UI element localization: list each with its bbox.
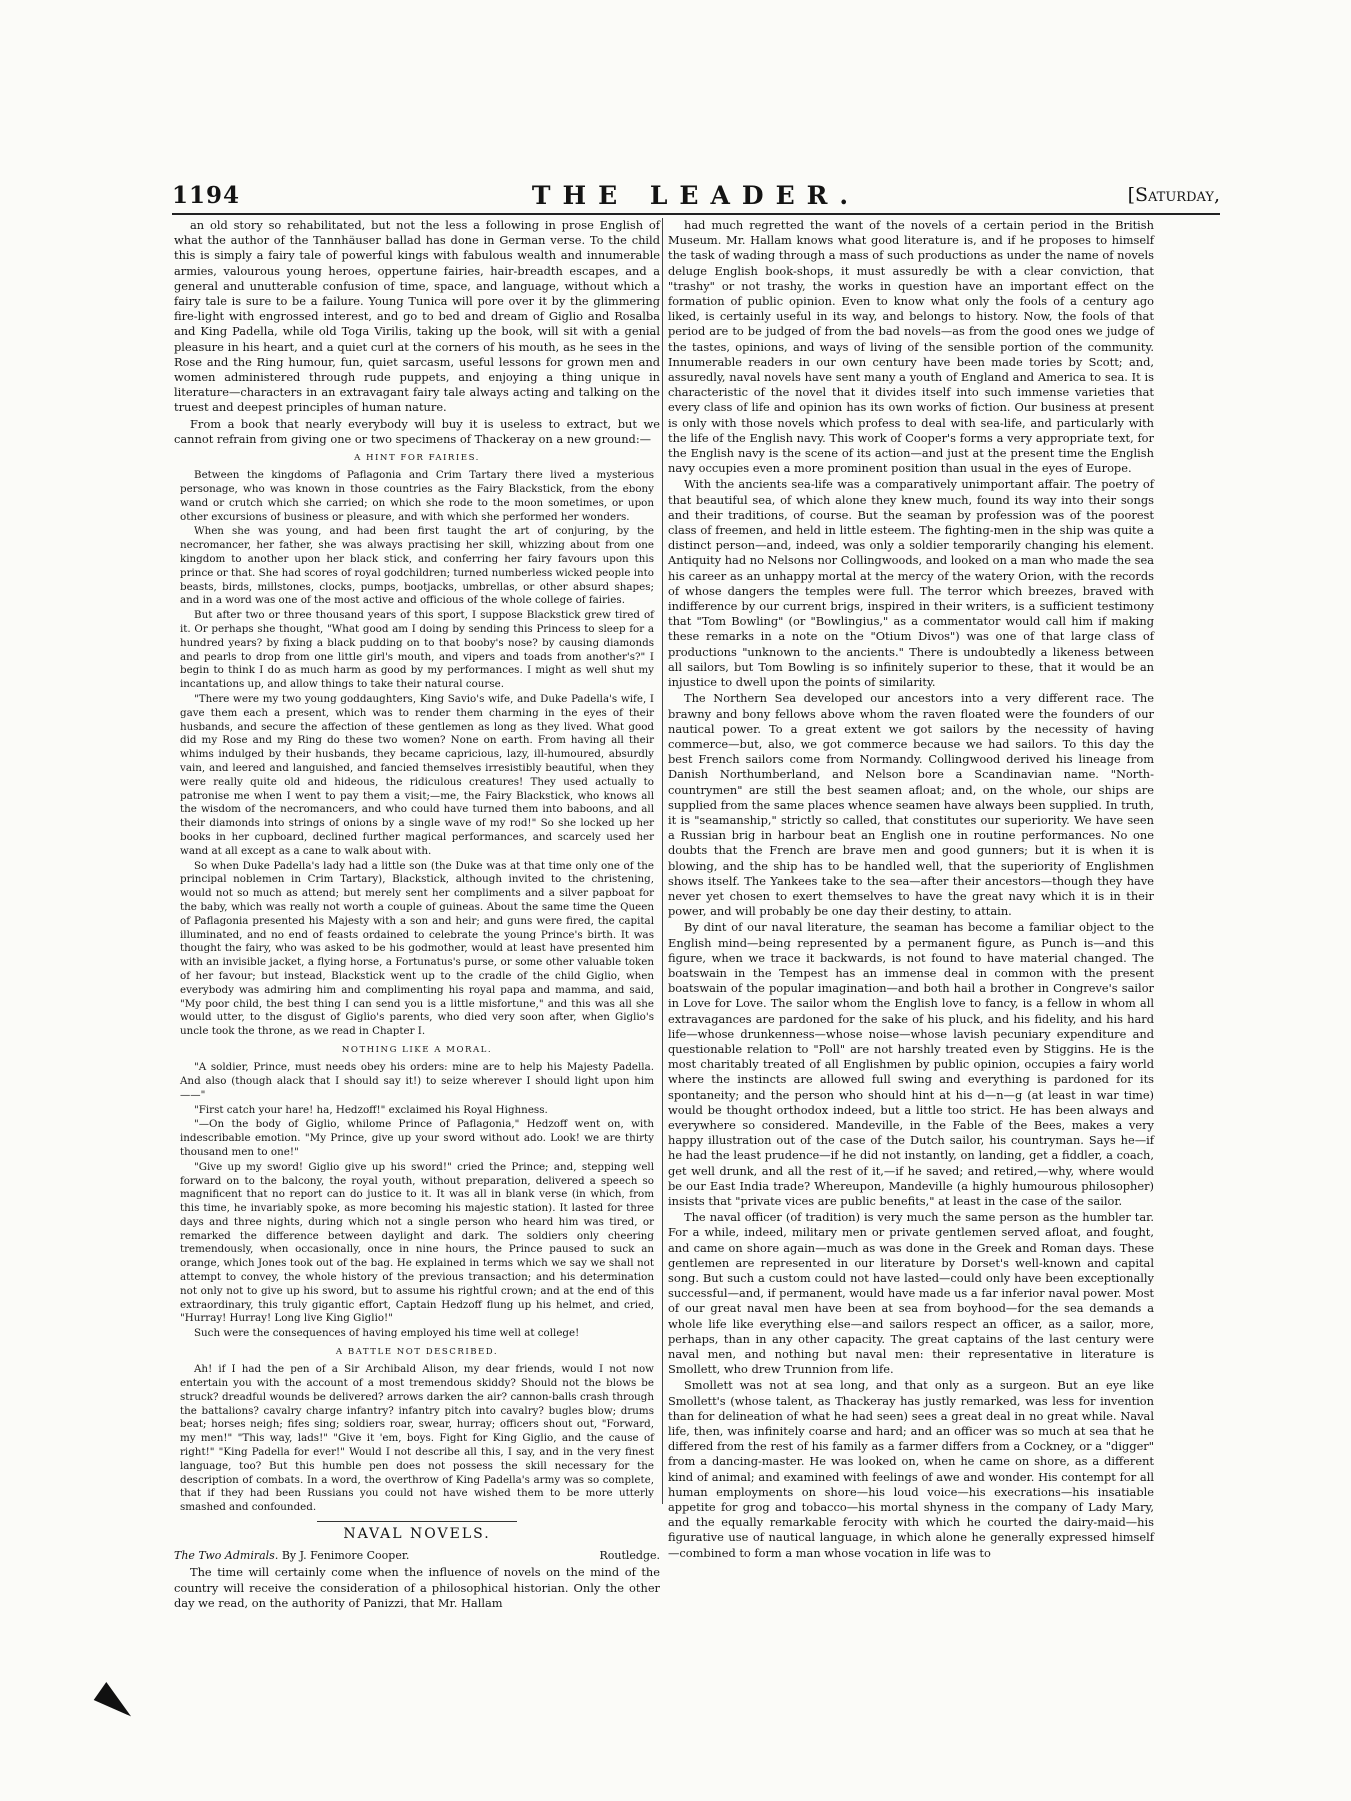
article-paragraph: By dint of our naval literature, the seaman has become a familiar object to the English mind—being represented by a permanent figure, as Punch is—and this figure, when we trace it backwards, is not found to have material changed. The boatswain in the Tempest has an immense deal in common with the present boatswain of the popular imagination—and both hail a brother in Congreve's sailor in Love for Love. The sailor whom the English love to fancy, is a fellow in whom all extravagances are pardoned for the sake of his pluck, and his fidelity, and his hard life—whose drunkenness—whose noise—whose lavish pecuniary expenditure and questionable relation to "Poll" are not harshly treated even by Stiggins. He is the most charitably treated of all Englishmen by public opinion, occupies a fairy world where the instincts are allowed full swing and everything is pardoned for its spontaneity; and the person who should hint at his d—n—g (at least in war time) would be thought orthodox indeed, but a little too strict. He has been always and everywhere so considered. Mandeville, in the Fable of the Bees, makes a very happy illustration out of the case of the Dutch sailor, his countryman. Says he—if he had the least prudence—if he did not instantly, on landing, get a fiddler, a coach, get well drunk, and all the rest of it,—if he saved; and retired,—why, where would be our East India trade? Whereupon, Mandeville (a highly humourous philosopher) insists that "private vices are public benefits," at least in the case of the sailor. [668,920,1154,1208]
extract-heading: A HINT FOR FAIRIES. [354,453,480,464]
article-paragraph: Smollett was not at sea long, and that only as a surgeon. But an eye like Smollett's (whose talent, as Thackeray has justly remarked, was less for invention than for delineation of what he had seen) sees a great deal in no great while. Naval life, then, was infinitely coarse and hard; and an officer was so much at sea that he differed from the rest of his family as a farmer differs from a Cockney, or a "digger" from a dancing-master. He was looked on, when he came on shore, as a different kind of animal; and examined with feelings of awe and wonder. His contempt for all human employments on shore—his loud voice—his execrations—his insatiable appetite for grog and tobacco—his mortal shyness in the company of Lady Mary, and the equally remarkable ferocity with which he courted the dairy-maid—his figurative use of nautical language, in which alone he generally expressed himself—combined to form a man whose vocation in life was to [668,1378,1154,1560]
book-author: By J. Fenimore Cooper. [281,1549,410,1563]
section-title: NAVAL NOVELS. [343,1526,491,1543]
extract-heading: A BATTLE NOT DESCRIBED. [335,1347,499,1358]
extract-paragraph: So when Duke Padella's lady had a little son (the Duke was at that time only one of the principal noblemen in Crim Tartary), Blackstick, although invited to the christening, would not so much as attend; but merely sent her compliments and a silver papboat for the baby, which was really not worth a couple of guineas. About the same time the Queen of Paflagonia presented his Majesty with a son and heir; and guns were fired, the capital illuminated, and no end of feasts ordained to celebrate the young Prince's birth. It was thought the fairy, who was asked to be his godmother, would at least have presented him with an invisible jacket, a flying horse, a Fortunatus's purse, or some other valuable token of her favour; but instead, Blackstick went up to the cradle of the child Giglio, when everybody was admiring him and complimenting his royal papa and mamma, and said, "My poor child, the best thing I can send you is a little misfortune," and this was all she would utter, to the disgust of Giglio's parents, who died very soon after, when Giglio's uncle took the throne, as we read in Chapter I. [180,859,654,1038]
review-paragraph: From a book that nearly everybody will buy it is useless to extract, but we cannot refrain from giving one or two specimens of Thackeray on a new ground:— [174,416,660,446]
extract-paragraph: "First catch your hare! ha, Hedzoff!" exclaimed his Royal Highness. [194,1103,548,1116]
extract-paragraph: Between the kingdoms of Paflagonia and Crim Tartary there lived a mysterious personage, who was known in those countries as the Fairy Blackstick, from the ebony wand or crutch which she carried; on which she rode to the moon sometimes, or upon other excursions of business or pleasure, and with which she performed her wonders. [180,469,654,523]
extract-paragraph: But after two or three thousand years of this sport, I suppose Blackstick grew tired of it. Or perhaps she thought, "What good am I doing by sending this Princess to sleep for a hundred years? by fixing a black pudding on to that booby's nose? by causing diamonds and pearls to drop from one little girl's mouth, and vipers and toads from another's?" I begin to think I do as much harm as good by my performances. I might as well shut my incantations up, and allow things to take their natural course. [180,609,654,691]
corner-arrow-mark [94,1682,139,1723]
column-divider [662,218,663,1504]
left-column [174,218,660,1610]
page-number: 1194 [172,182,241,209]
issue-day: [Saturday, [1127,184,1220,206]
book-publisher: Routledge. [599,1549,660,1563]
header-rule [172,213,1220,215]
article-paragraph: had much regretted the want of the novels of a certain period in the British Museum. Mr. Hallam knows what good literature is, and if he proposes to himself the task of wading through a mass of such productions as under the name of novels deluge English book-shops, it must assuredly be with a clear conviction, that "trashy" or not trashy, the works in question have an important effect on the formation of public opinion. Even to know what only the fools of a century ago liked, is certainly useful in its way, and belongs to history. Now, the fools of that period are to be judged of from the bad novels—as from the good ones we judge of the tastes, opinions, and ways of living of the sensible portion of the community. Innumerable readers in our own century have been made tories by Scott; and, assuredly, naval novels have sent many a youth of England and America to sea. It is characteristic of the novel that it divides itself into such immense varieties that every class of life and opinion has its own works of fiction. Our business at present is only with those novels which profess to deal with sea-life, and particularly with the life of the English navy. This work of Cooper's forms a very appropriate text, for the English navy is the scene of its action—and just at the present time the English navy occupies even a more prominent position than usual in the eyes of Europe. [668,218,1154,476]
extract-heading: NOTHING LIKE A MORAL. [341,1044,493,1055]
extract-paragraph: "Give up my sword! Giglio give up his sword!" cried the Prince; and, stepping well forward on to the balcony, the royal youth, without preparation, delivered a speech so magnificent that no report can do justice to it. It was all in blank verse (in which, from this time, he invariably spoke, as more becoming his majestic station). It lasted for three days and three nights, during which not a single person who heard him was tired, or remarked the difference between daylight and dark. The soldiers only cheering tremendously, when occasionally, once in nine hours, the Prince paused to suck an orange, which Jones took out of the bag. He explained in terms which we say we shall not attempt to convey, the whole history of the previous transaction; and his determination not only not to give up his sword, but to assume his rightful crown; and at the end of this extraordinary, this truly gigantic effort, Captain Hedzoff flung up his helmet, and cried, "Hurray! Hurray! Long live King Giglio!" [180,1160,654,1325]
article-paragraph: The naval officer (of tradition) is very much the same person as the humbler tar. For a while, indeed, military men or private gentlemen served afloat, and fought, and came on shore again—much as was done in the Greek and Roman days. These gentlemen are represented in our literature by Dorset's well-known and capital song. But such a custom could not have lasted—could only have been exceptionally successful—and, if permanent, would have made us a far inferior naval power. Most of our great naval men have been at sea from boyhood—for the sea demands a whole life like everything else—and sailors respect an officer, as a sailor, more, perhaps, than in any other capacity. The great captains of the last century were naval men, and nothing but naval men: their representative in literature is Smollett, who drew Trunnion from life. [668,1210,1154,1377]
article-paragraph: With the ancients sea-life was a comparatively unimportant affair. The poetry of that beautiful sea, of which alone they knew much, found its way into their songs and their traditions, of course. But the seaman by profession was of the poorest class of freemen, and held in little esteem. The fighting-men in the ship was quite a distinct person—and, indeed, was only a soldier temporarily changing his element. Antiquity had no Nelsons nor Collingwoods, and looked on a man who made the sea his career as an unhappy mortal at the mercy of the watery Orion, with the records of whose dangers the temples were full. The terror which breezes, braved with indifference by our current brigs, inspired in their writers, is a sufficient testimony that "Tom Bowling" (or "Bowlingius," as a commentator would call him if making these remarks in a note on the "Otium Divos") was one of that large class of productions "unknown to the ancients." There is undoubtedly a likeness between all sailors, but Tom Bowling is so infinitely superior to these, that it would be an injustice to dwell upon the points of similarity. [668,477,1154,690]
section-divider [317,1521,517,1522]
right-column [668,218,1155,1560]
extract-paragraph: When she was young, and had been first taught the art of conjuring, by the necromancer, her father, she was always practising her skill, whizzing about from one kingdom to another upon her black stick, and conferring her fairy favours upon this prince or that. She had scores of royal godchildren; turned numberless wicked people into beasts, birds, millstones, clocks, pumps, bootjacks, umbrellas, or other absurd shapes; and in a word was one of the most active and officious of the whole college of fairies. [180,525,654,607]
page-header [172,182,1220,216]
review-intro-paragraph: an old story so rehabilitated, but not the less a following in prose English of what the author of the Tannhäuser ballad has done in German verse. To the child this is simply a fairy tale of powerful kings with fabulous wealth and innumerable armies, valourous young heroes, oppertune fairies, hair-breadth escapes, and a general and unutterable confusion of time, space, and language, without which a fairy tale is sure to be a failure. Young Tunica will pore over it by the glimmering fire-light with engrossed interest, and go to bed and dream of Giglio and Rosalba and King Padella, while old Toga Virilis, taking up the book, will sit with a genial pleasure in his heart, and a quiet curl at the corners of his mouth, as he sees in the Rose and the Ring humour, fun, quiet sarcasm, useful lessons for grown men and women administered through rude puppets, and enjoying a thing unique in literature—characters in an extravagant fairy tale always acting and talking on the truest and deepest principles of human nature. [174,218,660,415]
book-title-author [174,1548,409,1563]
extract-paragraph: "—On the body of Giglio, whilome Prince of Paflagonia," Hedzoff went on, with indescribable emotion. "My Prince, give up your sword without ado. Look! we are thirty thousand men to one!" [180,1118,654,1158]
article-paragraph: The time will certainly come when the influence of novels on the mind of the country will receive the consideration of a philosophical historian. Only the other day we read, on the authority of Panizzi, that Mr. Hallam [174,1565,660,1610]
extract-paragraph: Such were the consequences of having employed his time well at college! [194,1327,580,1340]
extract-paragraph: Ah! if I had the pen of a Sir Archibald Alison, my dear friends, would I not now entertain you with the account of a most tremendous skiddy? Should not the blows be struck? dreadful wounds be delivered? arrows darken the air? cannon-balls crash through the battalions? cavalry charge infantry? infantry pitch into cavalry? bugles blow; drums beat; horses neigh; fifes sing; soldiers roar, swear, hurray; officers shout out, "Forward, my men!" "This way, lads!" "Give it 'em, boys. Fight for King Giglio, and the cause of right!" "King Padella for ever!" Would I not describe all this, I say, and in the very finest language, too? But this humble pen does not possess the skill necessary for the description of combats. In a word, the overthrow of King Padella's army was so complete, that if they had been Russians you could not have wished them to be more utterly smashed and confounded. [180,1363,654,1514]
article-paragraph: The Northern Sea developed our ancestors into a very different race. The brawny and bony fellows above whom the raven floated were the founders of our nautical power. To a great extent we got sailors by the necessity of having commerce—but, also, we got commerce because we had sailors. To this day the best French sailors come from Normandy. Collingwood derived his lineage from Danish Northumberland, and Nelson bore a Scandinavian name. "North-countrymen" are still the best seamen afloat; and, on the whole, our ships are supplied from the same places whence seamen have always been supplied. In truth, it is "seamanship," strictly so called, that constitutes our superiority. We have seen a Russian brig in harbour beat an English one in routine performances. No one doubts that the French are brave men and good gunners; but it is when it is blowing, and the ship has to be handled well, that the superiority of Englishmen shows itself. The Yankees take to the sea—after their ancestors—though they have never yet chosen to exert themselves to have the great navy which it is in their power, and will probably be one day their destiny, to attain. [668,691,1155,919]
extract-paragraph: "A soldier, Prince, must needs obey his orders: mine are to help his Majesty Padella. And also (though alack that I should say it!) to seize wherever I should light upon him——" [180,1061,654,1101]
extract-paragraph: "There were my two young goddaughters, King Savio's wife, and Duke Padella's wife, I gave them each a present, which was to render them charming in the eyes of their husbands, and secure the affection of these gentlemen as long as they lived. What good did my Rose and my Ring do these two women? None on earth. From having all their whims indulged by their husbands, they became capricious, lazy, ill-humoured, absurdly vain, and leered and languished, and fancied themselves irresistibly beautiful, when they were really quite old and hideous, the ridiculous creatures! They used actually to patronise me when I went to pay them a visit;—me, the Fairy Blackstick, who knows all the wisdom of the necromancers, and who could have turned them into baboons, and all their diamonds into strings of onions by a single wave of my rod!" So she locked up her books in her cupboard, declined further magical performances, and scarcely used her wand at all except as a cane to walk about with. [180,693,654,857]
book-title: The Two Admirals. [174,1549,279,1563]
book-citation [174,1548,660,1563]
masthead: THE LEADER. [531,181,861,210]
